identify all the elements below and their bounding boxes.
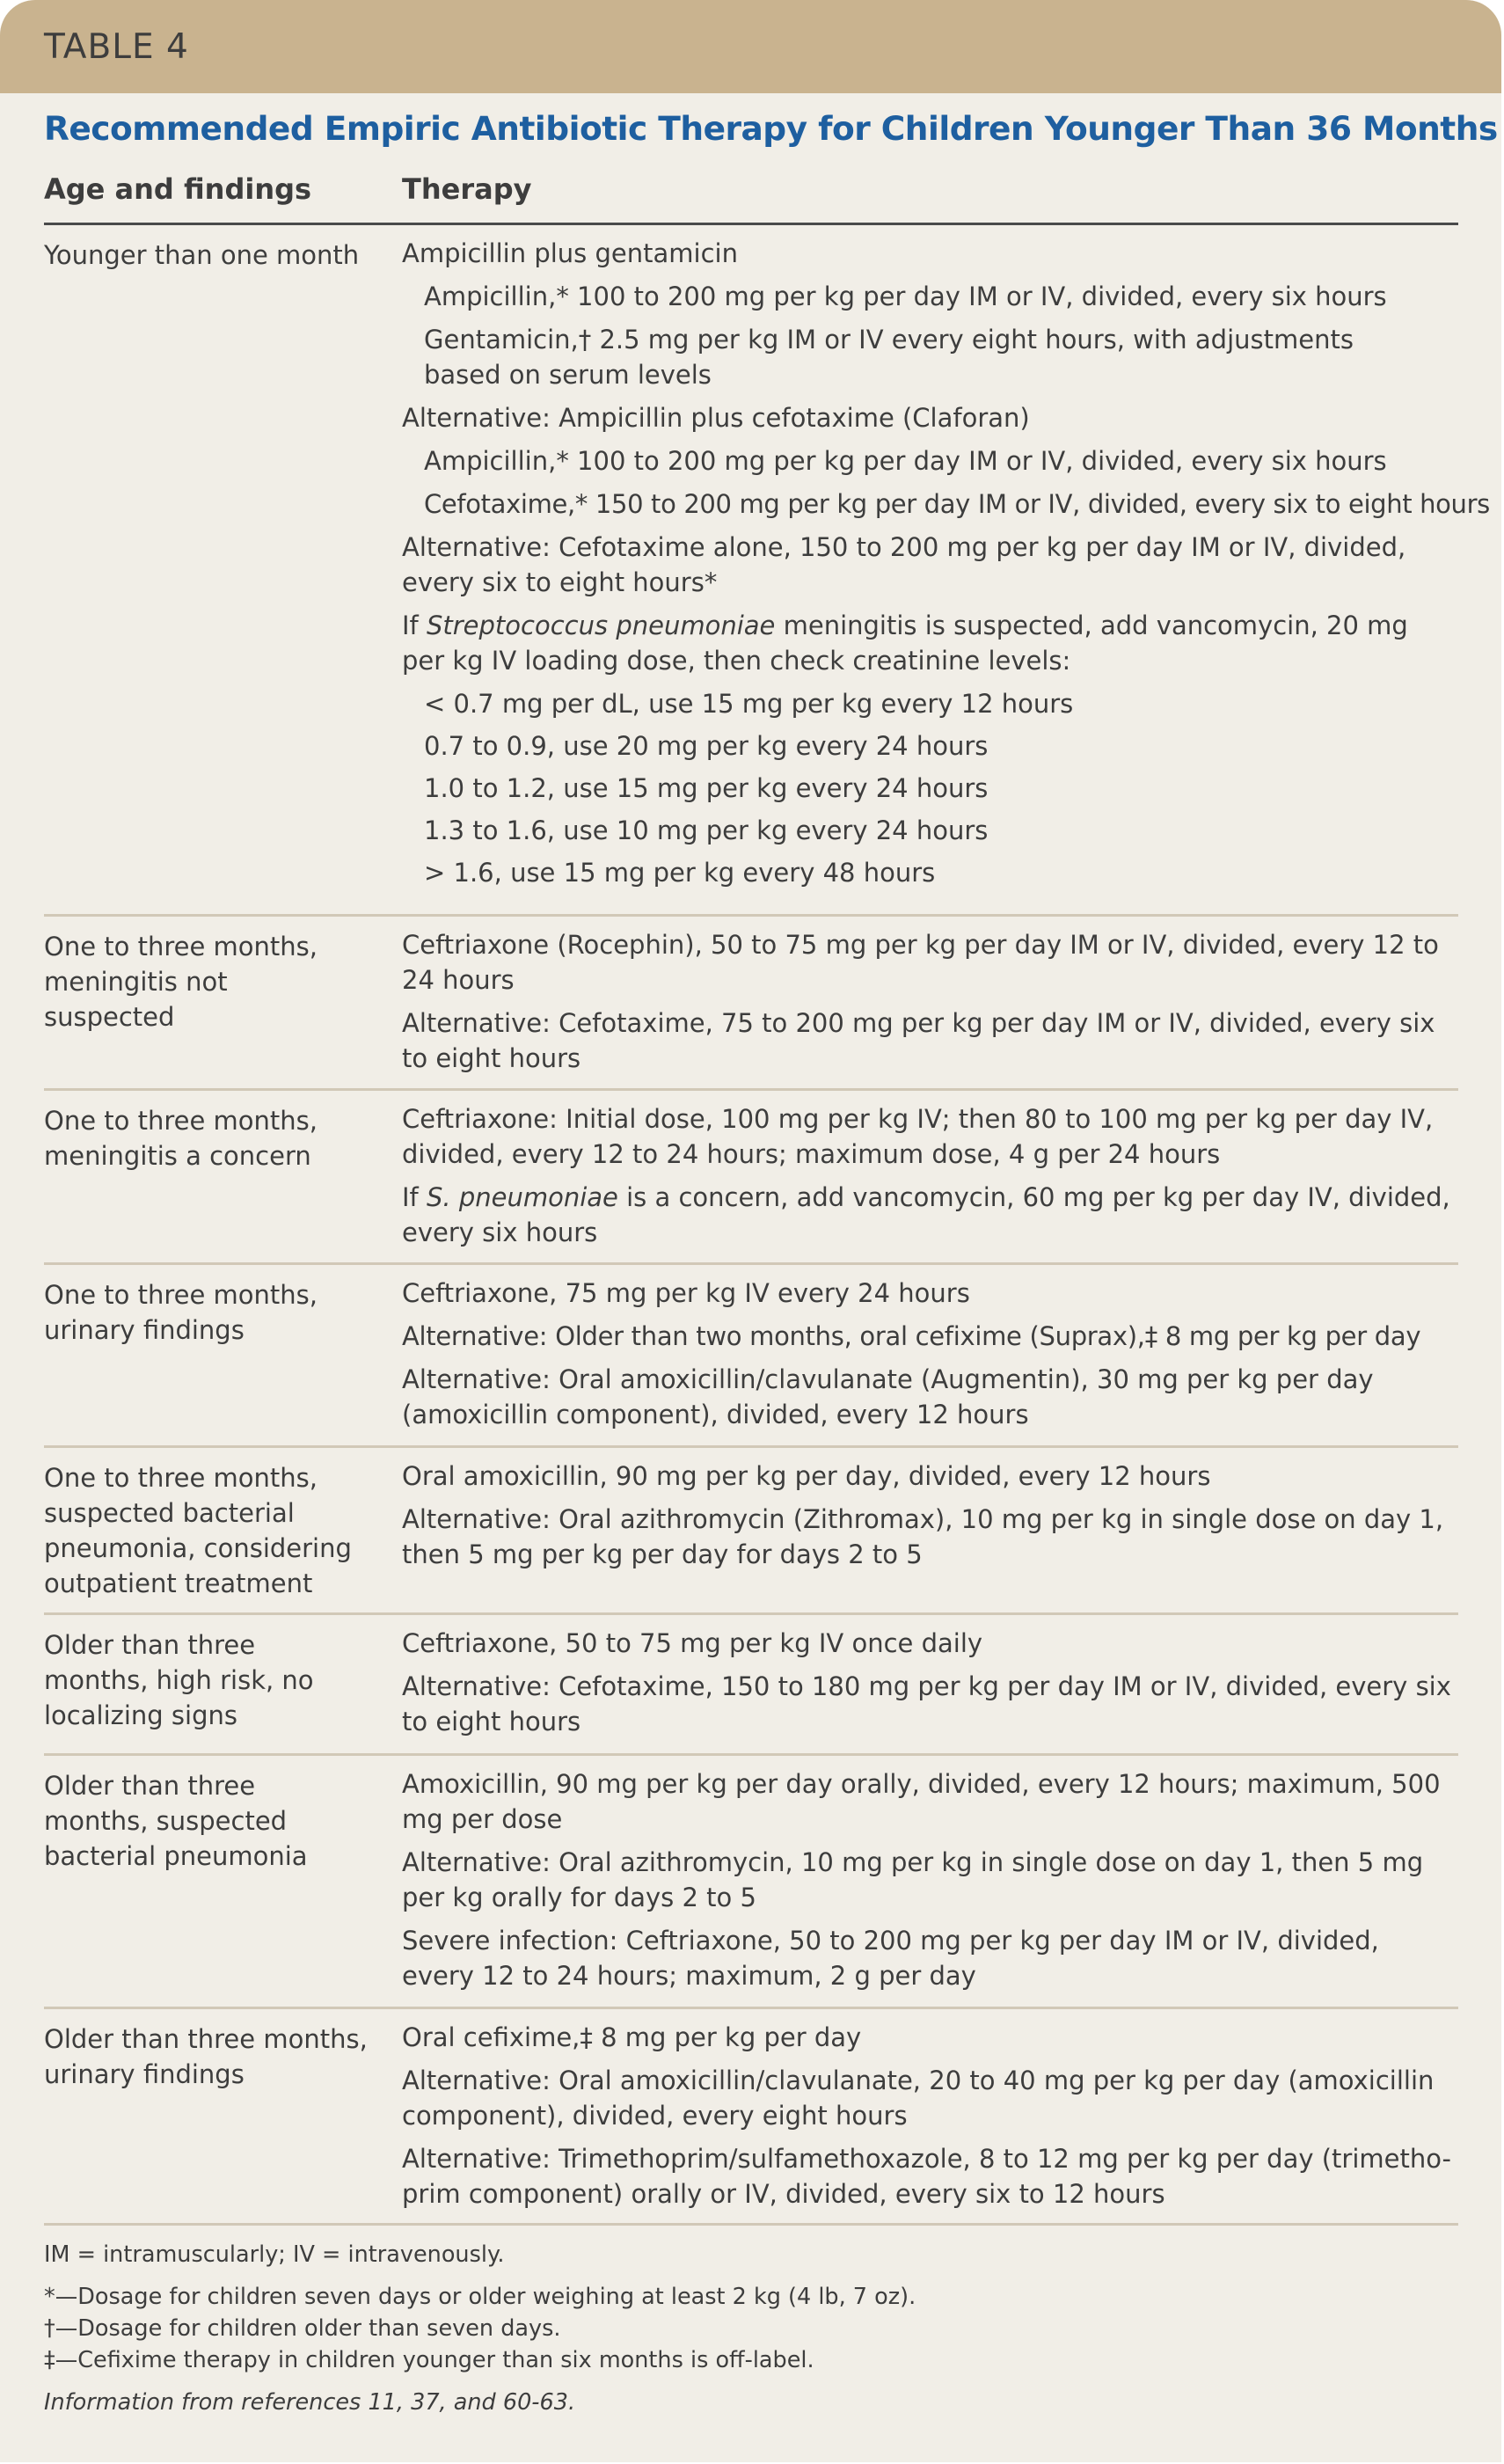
therapy-line: Severe infection: Ceftriaxone, 50 to 200 mg per kg per day IM or IV, divided, every 12 to 24 hours; maximum, 2 g per day <box>402 1926 1379 1991</box>
therapy-line: Amoxicillin, 90 mg per kg per day orally, divided, every 12 hours; maximum, 500 mg per dose <box>402 1769 1441 1834</box>
therapy-cell <box>402 1091 1458 1262</box>
organism-name: S. pneumoniae <box>426 1182 618 1212</box>
therapy-line: Alternative: Cefotaxime alone, 150 to 200 mg per kg per day IM or IV, divided, every six to eight hours* <box>402 532 1406 597</box>
therapy-line: Alternative: Older than two months, oral cefixime (Suprax),‡ 8 mg per kg per day <box>402 1321 1421 1351</box>
table-row <box>44 1445 1458 1612</box>
age-cell: Younger than one month <box>44 240 360 270</box>
dose-line: 0.7 to 0.9, use 20 mg per kg every 24 hours <box>424 731 989 761</box>
therapy-line: Alternative: Oral amoxicillin/clavulanate, 20 to 40 mg per kg per day (amoxicillin component), divided, every eight hours <box>402 2066 1435 2131</box>
therapy-text: If <box>402 611 427 640</box>
therapy-text: is a concern, add vancomycin, 60 mg per kg per day IV, divided, every six hours <box>402 1182 1450 1247</box>
table-row <box>44 1612 1458 1753</box>
source-note: Information from references 11, 37, and 60-63. <box>44 2389 576 2416</box>
therapy-text: If <box>402 1182 427 1212</box>
organism-name: Streptococcus pneumoniae <box>426 611 776 640</box>
therapy-line: Alternative: Trimethoprim/sulfamethoxazole, 8 to 12 mg per kg per day (trimetho-prim component) orally or IV, divided, every six to 12 hours <box>402 2144 1451 2209</box>
dose-line: > 1.6, use 15 mg per kg every 48 hours <box>424 858 936 888</box>
column-header-age: Age and findings <box>44 172 312 206</box>
footnotes <box>44 2239 1458 2418</box>
table-row <box>44 914 1458 1088</box>
table-row <box>44 2007 1458 2226</box>
table-title: Recommended Empiric Antibiotic Therapy for Children Younger Than 36 Months <box>44 109 1498 148</box>
table-row <box>44 1262 1458 1445</box>
therapy-line <box>402 608 1413 678</box>
therapy-line: Ceftriaxone (Rocephin), 50 to 75 mg per kg per day IM or IV, divided, every 12 to 24 hours <box>402 930 1439 995</box>
dose-line: < 0.7 mg per dL, use 15 mg per kg every 12 hours <box>424 689 1074 719</box>
therapy-line: Ampicillin,* 100 to 200 mg per kg per day IM or IV, divided, every six hours <box>424 281 1387 311</box>
therapy-line: Ceftriaxone, 75 mg per kg IV every 24 hours <box>402 1278 970 1308</box>
therapy-cell <box>402 225 1490 914</box>
therapy-line: Alternative: Ampicillin plus cefotaxime (Claforan) <box>402 403 1030 433</box>
therapy-cell <box>402 917 1458 1088</box>
table-body <box>44 225 1490 2226</box>
therapy-cell <box>402 1448 1458 1612</box>
therapy-line: Alternative: Cefotaxime, 150 to 180 mg per kg per day IM or IV, divided, every six to eight hours <box>402 1671 1451 1736</box>
dose-line: 1.3 to 1.6, use 10 mg per kg every 24 hours <box>424 815 989 845</box>
therapy-cell <box>402 1615 1458 1753</box>
dose-line: 1.0 to 1.2, use 15 mg per kg every 24 hours <box>424 773 989 803</box>
column-header-therapy: Therapy <box>402 172 532 206</box>
therapy-line: Oral amoxicillin, 90 mg per kg per day, divided, every 12 hours <box>402 1461 1211 1491</box>
footnote-star: *—Dosage for children seven days or older weighing at least 2 kg (4 lb, 7 oz). <box>44 2284 916 2310</box>
age-cell: One to three months, suspected bacterial pneumonia, considering outpatient treatment <box>44 1463 352 1598</box>
therapy-cell <box>402 1756 1458 2007</box>
table-header-band <box>0 0 1501 93</box>
footnote-double-dagger: ‡—Cefixime therapy in children younger than six months is off-label. <box>44 2347 814 2373</box>
table-row <box>44 1088 1458 1262</box>
therapy-line: Ampicillin plus gentamicin <box>402 238 738 268</box>
therapy-line: Alternative: Oral amoxicillin/clavulanate (Augmentin), 30 mg per kg per day (amoxicillin component), divided, every 12 hours <box>402 1364 1374 1429</box>
abbreviation-note: IM = intramuscularly; IV = intravenously. <box>44 2241 505 2268</box>
age-cell: One to three months, meningitis a concern <box>44 1106 318 1171</box>
therapy-line: Ceftriaxone: Initial dose, 100 mg per kg IV; then 80 to 100 mg per kg per day IV, divided, every 12 to 24 hours; maximum dose, 4 g per 24 hours <box>402 1104 1434 1169</box>
therapy-line: Cefotaxime,* 150 to 200 mg per kg per day IM or IV, divided, every six to eight hours <box>424 489 1490 519</box>
therapy-line: Alternative: Oral azithromycin, 10 mg per kg in single dose on day 1, then 5 mg per kg orally for days 2 to 5 <box>402 1847 1424 1912</box>
therapy-line: Alternative: Oral azithromycin (Zithromax), 10 mg per kg in single dose on day 1, then 5 mg per kg per day for days 2 to 5 <box>402 1504 1444 1569</box>
therapy-text: meningitis is suspected, add vancomycin, 20 mg per kg IV loading dose, then check creatinine levels: <box>402 611 1408 676</box>
therapy-cell <box>402 1265 1458 1445</box>
age-cell: One to three months, urinary findings <box>44 1280 318 1345</box>
age-cell: Older than three months, suspected bacterial pneumonia <box>44 1771 308 1871</box>
table-label: TABLE 4 <box>44 26 189 67</box>
therapy-line: Ampicillin,* 100 to 200 mg per kg per day IM or IV, divided, every six hours <box>424 446 1387 476</box>
table-row <box>44 1753 1458 2007</box>
therapy-line <box>402 1180 1458 1250</box>
footnote-dagger: †—Dosage for children older than seven days. <box>44 2315 561 2342</box>
age-cell: Older than three months, urinary findings <box>44 2024 368 2089</box>
therapy-line: Oral cefixime,‡ 8 mg per kg per day <box>402 2022 862 2052</box>
age-cell: Older than three months, high risk, no localizing signs <box>44 1630 314 1730</box>
therapy-cell <box>402 2009 1458 2223</box>
age-cell: One to three months, meningitis not suspected <box>44 932 318 1032</box>
therapy-line: Gentamicin,† 2.5 mg per kg IM or IV every eight hours, with adjustments based on serum levels <box>424 325 1354 390</box>
table-row <box>44 225 1490 914</box>
therapy-line: Alternative: Cefotaxime, 75 to 200 mg per kg per day IM or IV, divided, every six to eight hours <box>402 1008 1435 1073</box>
therapy-line: Ceftriaxone, 50 to 75 mg per kg IV once daily <box>402 1628 983 1658</box>
